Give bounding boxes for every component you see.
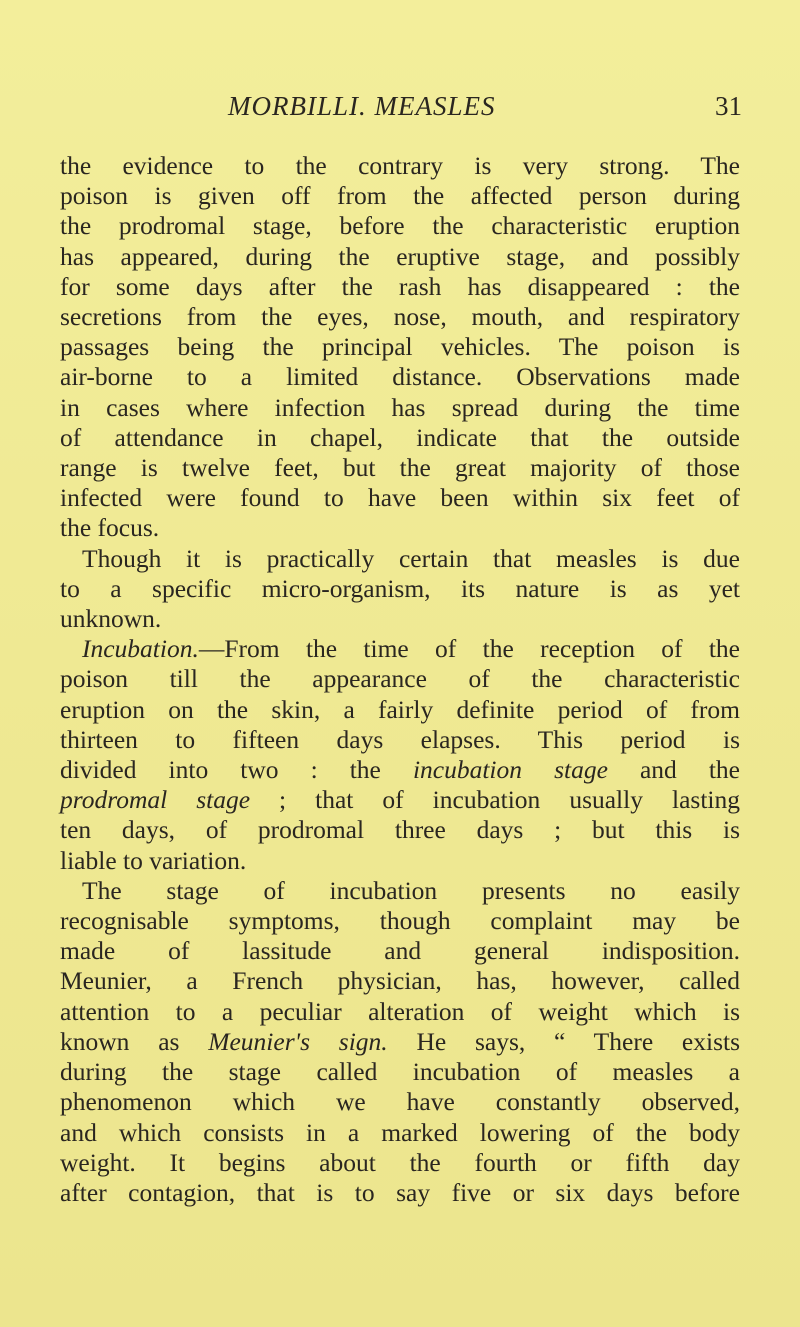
- page-header: [228, 88, 742, 124]
- text-line: The stage of incubation presents no easily: [82, 875, 740, 905]
- text-run: known as: [60, 1026, 209, 1056]
- text-line: ten days, of prodromal three days ; but this is: [60, 815, 740, 845]
- text-line: unknown.: [60, 604, 162, 634]
- text-run: divided into two : the: [60, 755, 413, 785]
- text-line: the prodromal stage, before the characteristic eruption: [60, 211, 740, 241]
- text-line: during the stage called incubation of measles a: [60, 1057, 740, 1087]
- running-title: MORBILLI. MEASLES: [228, 91, 496, 121]
- text-line: phenomenon which we have constantly observed,: [60, 1087, 740, 1117]
- text-line: weight. It begins about the fourth or fifth day: [60, 1147, 740, 1177]
- paragraph-incubation: [60, 634, 740, 876]
- page-number: 31: [715, 91, 742, 121]
- text-line: the focus.: [60, 513, 160, 543]
- text-line: and which consists in a marked lowering of the body: [60, 1117, 740, 1147]
- paragraph-meunier: [60, 876, 740, 1208]
- text-line: thirteen to fifteen days elapses. This period is: [60, 724, 740, 754]
- term-prodromal-stage: prodromal stage: [60, 785, 251, 815]
- text-line: for some days after the rash has disappeared : the: [60, 271, 740, 301]
- text-line: attention to a peculiar alteration of weight which is: [60, 996, 740, 1026]
- text-line: [60, 785, 740, 815]
- text-line: [60, 755, 740, 785]
- text-line: Meunier, a French physician, has, however, called: [60, 966, 740, 996]
- text-line: after contagion, that is to say five or six days before: [60, 1177, 740, 1207]
- text-line: has appeared, during the eruptive stage, and possibly: [60, 241, 740, 271]
- text-line: [60, 634, 740, 664]
- text-line: to a specific micro-organism, its nature is as yet: [60, 573, 740, 603]
- paragraph-organism: [60, 544, 740, 635]
- text-run: and the: [607, 755, 740, 785]
- text-line: poison is given off from the affected person during: [60, 181, 740, 211]
- text-line: the evidence to the contrary is very strong. The: [60, 151, 740, 180]
- paragraph-contagion: [60, 151, 740, 544]
- section-heading-incubation: Incubation.: [82, 634, 199, 664]
- text-line: liable to variation.: [60, 845, 247, 875]
- text-line: eruption on the skin, a fairly definite period of from: [60, 694, 740, 724]
- text-line: secretions from the eyes, nose, mouth, and respiratory: [60, 302, 740, 332]
- text-line: in cases where infection has spread during the time: [60, 392, 740, 422]
- term-meuniers-sign: Meunier's sign.: [208, 1026, 388, 1056]
- text-line: [60, 1027, 740, 1057]
- text-line: range is twelve feet, but the great majority of those: [60, 453, 740, 483]
- body-text: [60, 151, 740, 1208]
- text-run: He says, “ There exists: [387, 1026, 740, 1056]
- text-line: infected were found to have been within six feet of: [60, 483, 740, 513]
- text-line: poison till the appearance of the characteristic: [60, 664, 740, 694]
- text-line: of attendance in chapel, indicate that the outside: [60, 422, 740, 452]
- text-line: Though it is practically certain that measles is due: [82, 543, 740, 573]
- text-line: air-borne to a limited distance. Observations made: [60, 362, 740, 392]
- text-run: ; that of incubation usually lasting: [250, 785, 740, 815]
- text-line: passages being the principal vehicles. The poison is: [60, 332, 740, 362]
- text-line: made of lassitude and general indisposition.: [60, 936, 740, 966]
- text-run: —From the time of the reception of the: [198, 634, 740, 664]
- term-incubation-stage: incubation stage: [412, 755, 608, 785]
- text-line: recognisable symptoms, though complaint may be: [60, 906, 740, 936]
